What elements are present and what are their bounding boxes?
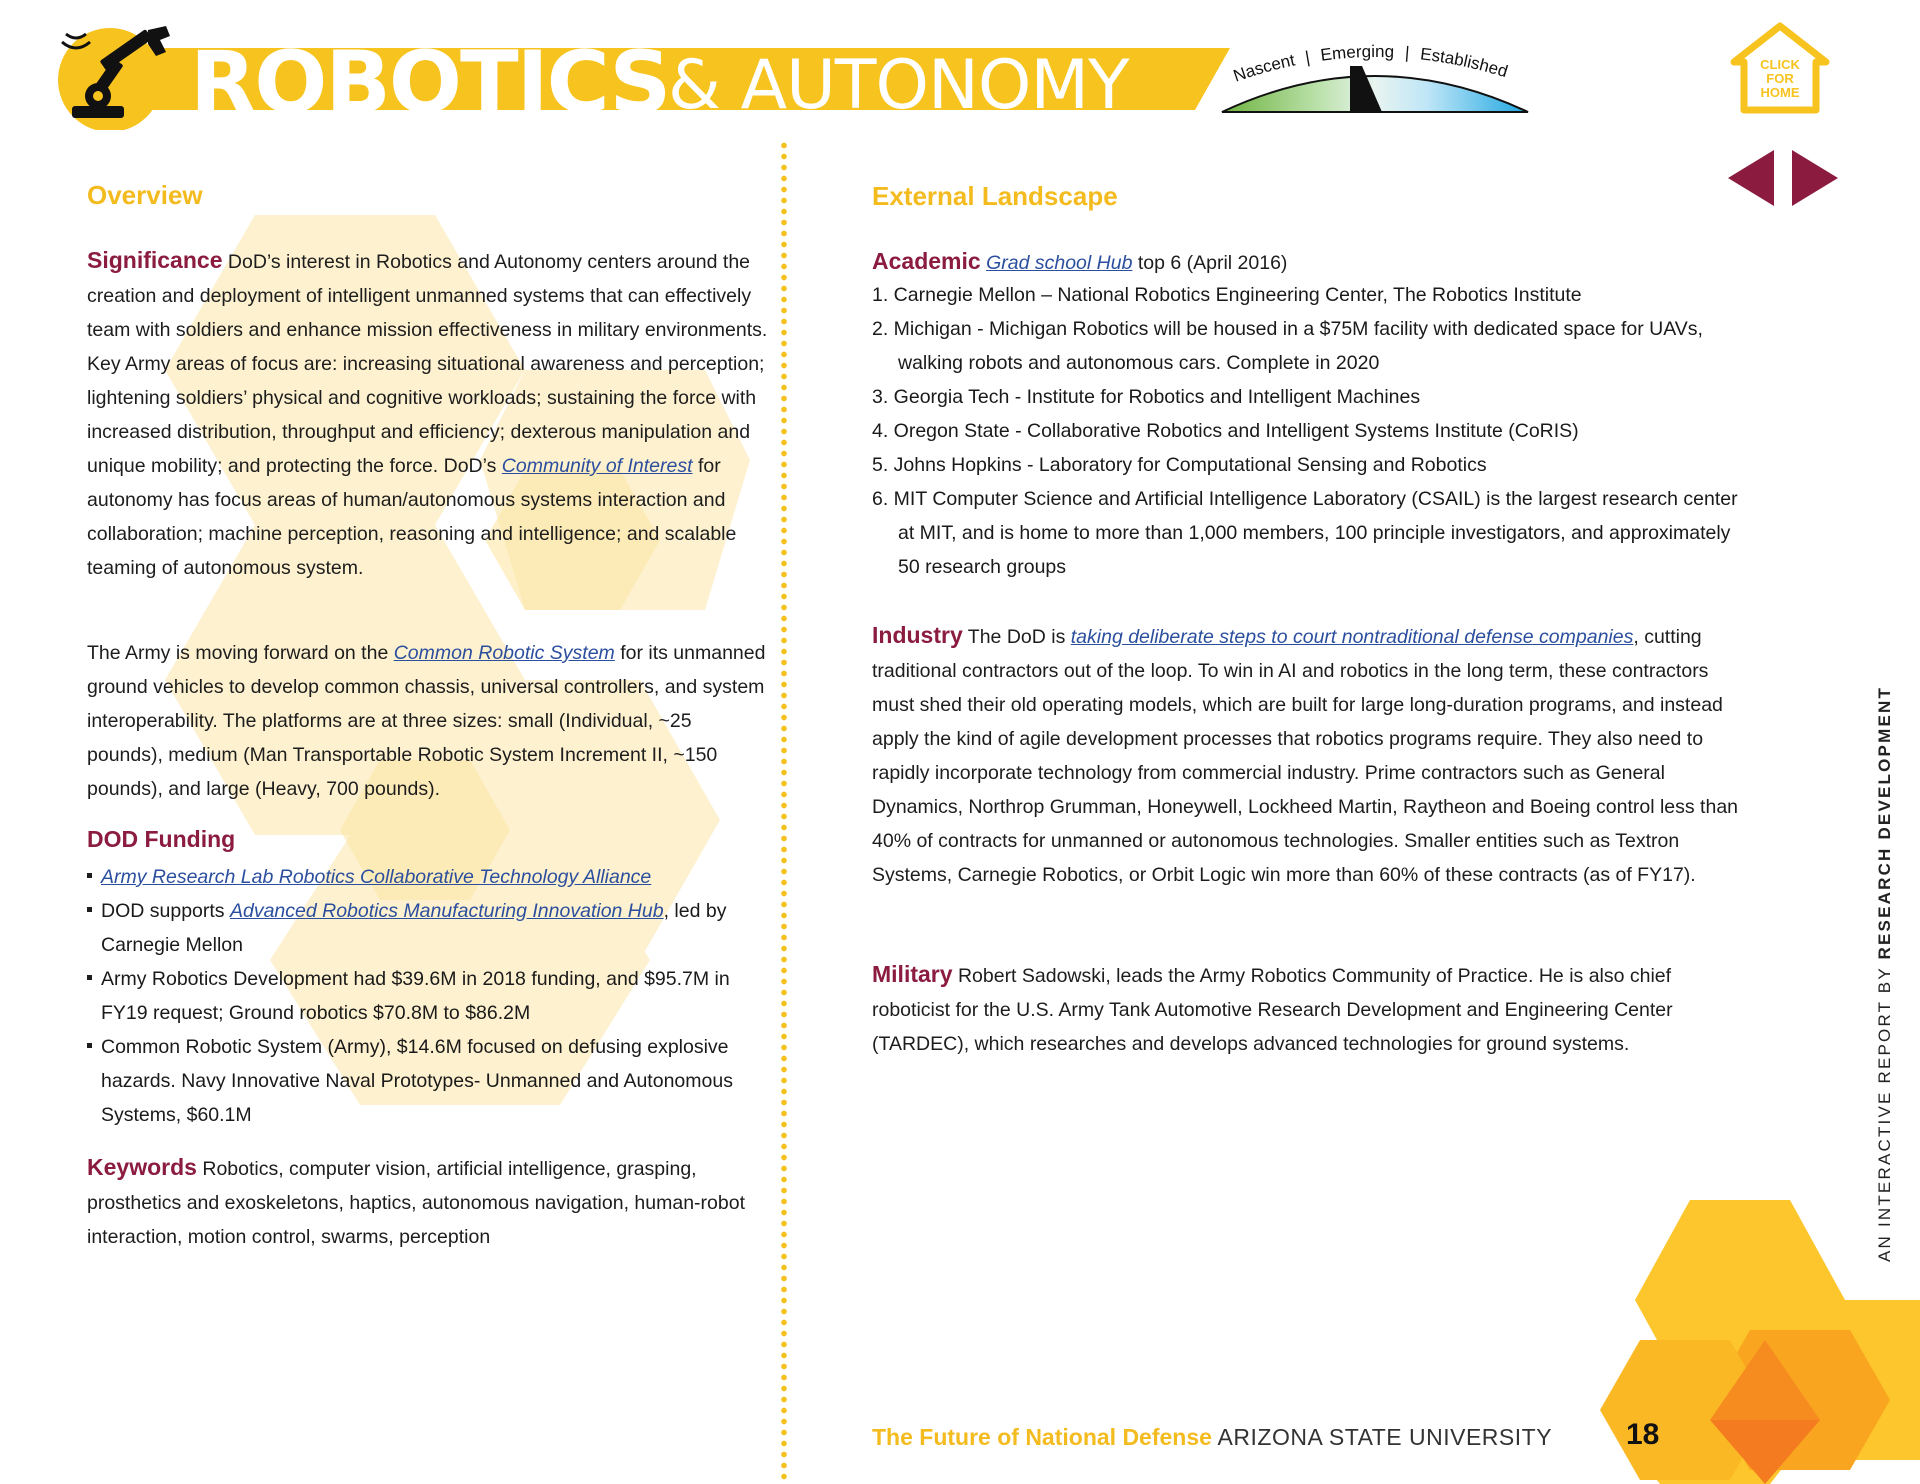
industry-text-1: The DoD is — [962, 626, 1071, 648]
industry-paragraph — [872, 618, 1752, 892]
home-label-2: FOR — [1766, 71, 1794, 86]
academic-list — [872, 278, 1752, 584]
home-label-1: CLICK — [1760, 57, 1800, 72]
keywords-paragraph — [87, 1150, 767, 1254]
keywords-text: Robotics, computer vision, artificial intelligence, grasping, prosthetics and exoskeletons, haptics, autonomous navigation, human-robot interaction, motion control, swarms, perception — [87, 1158, 745, 1248]
footer-title — [872, 1424, 1552, 1451]
arm-hub-link[interactable]: Advanced Robotics Manufacturing Innovation Hub — [229, 900, 664, 922]
nontraditional-companies-link[interactable]: taking deliberate steps to court nontraditional defense companies — [1070, 626, 1634, 648]
next-page-button[interactable] — [1790, 148, 1840, 208]
robot-arm-icon — [58, 24, 178, 124]
funding-item3-text: Army Robotics Development had $39.6M in 2018 funding, and $95.7M in FY19 request; Ground robotics $70.8M to $86.2M — [101, 968, 730, 1024]
industry-text-2: , cutting traditional contractors out of the loop. To win in AI and robotics in the long term, these contractors must shed their old operating models, which are built for large long-duration programs, and instead apply the kind of agile development processes that robotics programs require. They also need to rapidly incorporate technology from commercial industry. Prime contractors such as General Dynamics, Northrop Grumman, Honeywell, Lockheed Martin, Raytheon and Boeing control less than 40% of contracts for unmanned or autonomous technologies. Smaller entities such as Textron Systems, Carnegie Robotics, or Orbit Logic win more than 60% of these contracts (as of FY17). — [872, 626, 1739, 886]
list-item — [87, 1030, 747, 1132]
header-banner — [0, 0, 1920, 133]
external-landscape-heading: External Landscape — [872, 181, 1118, 211]
academic-lead: Academic — [872, 248, 981, 274]
significance-text-1: DoD’s interest in Robotics and Autonomy centers around the creation and deployment of intelligent unmanned systems that can effectively team with soldiers and enhance mission effectiveness in military environments. Key Army areas of focus are: increasing situational awareness and perception; lightening soldiers’ physical and cognitive workloads; sustaining the force with increased distribution, throughput and efficiency; dexterous manipulation and unique mobility; and protecting the force. DoD’s — [87, 251, 768, 477]
list-item — [87, 860, 747, 894]
academic-text: top 6 (April 2016) — [1132, 252, 1288, 274]
prev-page-button[interactable] — [1726, 148, 1776, 208]
significance-lead: Significance — [87, 247, 223, 273]
academic-paragraph — [872, 244, 1772, 280]
funding-item2-text-2: , led by Carnegie Mellon — [101, 900, 727, 956]
page-subtitle: & AUTONOMY — [668, 46, 1129, 125]
column-divider — [780, 140, 788, 1484]
home-label-3: HOME — [1760, 85, 1800, 100]
funding-item2-text-1: DOD supports — [101, 900, 230, 922]
overview-heading: Overview — [87, 180, 203, 210]
home-button[interactable] — [1730, 22, 1830, 114]
dod-funding-list — [87, 860, 747, 1132]
side-caption — [1875, 686, 1895, 1262]
arl-cta-link[interactable]: Army Research Lab Robotics Collaborative Technology Alliance — [101, 866, 652, 888]
grad-school-hub-link[interactable]: Grad school Hub — [986, 252, 1133, 274]
page-title: ROBOTICS — [190, 33, 670, 133]
list-item: 4. Oregon State - Collaborative Robotics and Intelligent Systems Institute (CoRIS) — [872, 420, 1579, 442]
page-number: 18 — [1626, 1418, 1660, 1451]
list-item: 3. Georgia Tech - Institute for Robotics and Intelligent Machines — [872, 386, 1421, 408]
list-item — [87, 962, 747, 1030]
list-item: 5. Johns Hopkins - Laboratory for Computational Sensing and Robotics — [872, 454, 1487, 476]
list-item: 6. MIT Computer Science and Artificial Intelligence Laboratory (CSAIL) is the largest research center at MIT, and is home to more than 1,000 members, 100 principle investigators, and approximately 50 research groups — [872, 488, 1738, 578]
keywords-lead: Keywords — [87, 1154, 197, 1180]
funding-item4-text: Common Robotic System (Army), $14.6M focused on defusing explosive hazards. Navy Innovative Naval Prototypes- Unmanned and Autonomous Systems, $60.1M — [101, 1036, 733, 1126]
list-item — [87, 894, 747, 962]
community-of-interest-link[interactable]: Community of Interest — [501, 455, 693, 477]
gauge-labels: Nascent | Emerging | Established — [1230, 41, 1510, 86]
footer-title-rest: ARIZONA STATE UNIVERSITY — [1211, 1424, 1553, 1450]
army-paragraph — [87, 636, 767, 806]
army-text-1: The Army is moving forward on the — [87, 642, 394, 664]
side-caption-2: RESEARCH DEVELOPMENT — [1875, 685, 1894, 960]
common-robotic-system-link[interactable]: Common Robotic System — [393, 642, 615, 664]
army-text-2: for its unmanned ground vehicles to develop common chassis, universal controllers, and system interoperability. The platforms are at three sizes: small (Individual, ~25 pounds), medium (Man Transportable Robotic System Increment II, ~150 pounds), and large (Heavy, 700 pounds). — [87, 642, 766, 800]
side-caption-1: AN INTERACTIVE REPORT BY — [1875, 959, 1894, 1262]
industry-lead: Industry — [872, 622, 963, 648]
footer-title-bold: The Future of National Defense — [872, 1424, 1212, 1450]
list-item: 2. Michigan - Michigan Robotics will be housed in a $75M facility with dedicated space for UAVs, walking robots and autonomous cars. Complete in 2020 — [872, 318, 1703, 374]
military-lead: Military — [872, 961, 953, 987]
military-paragraph — [872, 957, 1752, 1061]
dod-funding-heading: DOD Funding — [87, 826, 236, 852]
significance-text-2: for autonomy has focus areas of human/autonomous systems interaction and collaboration; machine perception, reasoning and intelligence; and scalable teaming of autonomous system. — [87, 455, 737, 579]
military-text: Robert Sadowski, leads the Army Robotics Community of Practice. He is also chief roboticist for the U.S. Army Tank Automotive Research Development and Engineering Center (TARDEC), which researches and develops advanced technologies for ground systems. — [872, 965, 1673, 1055]
maturity-gauge — [1210, 22, 1540, 117]
list-item: 1. Carnegie Mellon – National Robotics Engineering Center, The Robotics Institute — [872, 284, 1582, 306]
significance-paragraph — [87, 243, 777, 585]
